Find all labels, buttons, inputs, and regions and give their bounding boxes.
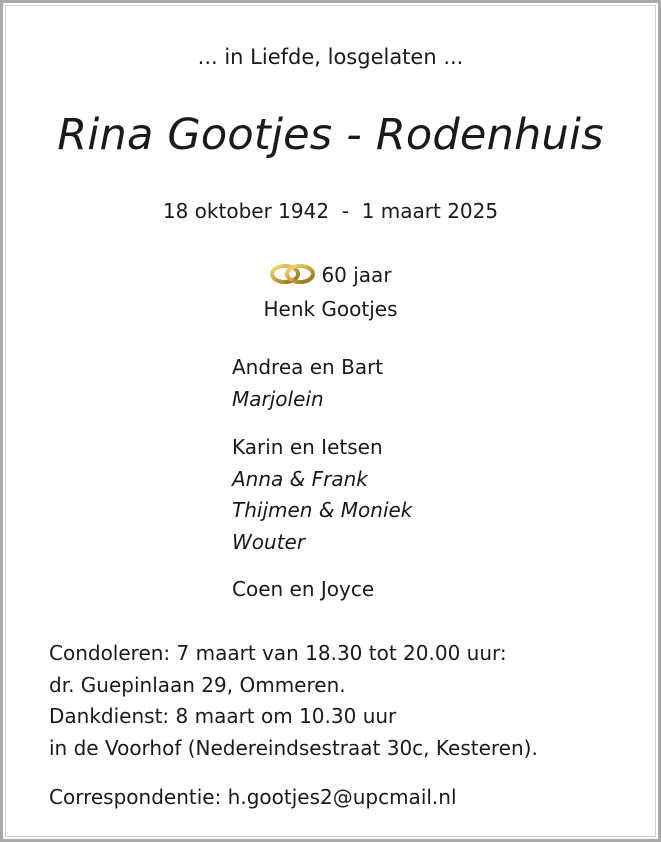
- condolence-address: dr. Guepinlaan 29, Ommeren.: [49, 672, 346, 697]
- family-group-3: [232, 574, 374, 606]
- motto: ... in Liefde, losgelaten ...: [197, 45, 464, 69]
- family-group-2: [232, 432, 412, 558]
- family-child: Thijmen & Moniek: [232, 498, 413, 522]
- partner-name: Henk Gootjes: [263, 297, 398, 321]
- service-location: in de Voorhof (Nedereindsestraat 30c, Kesteren).: [49, 735, 538, 760]
- deceased-name: Rina Gootjes - Rodenhuis: [57, 110, 604, 160]
- service-line: Dankdienst: 8 maart om 10.30 uur: [49, 704, 397, 728]
- life-dates: 18 oktober 1942 - 1 maart 2025: [162, 199, 499, 223]
- family-child: Marjolein: [232, 386, 324, 411]
- condolence-line: Condoleren: 7 maart van 18.30 tot 20.00 uur:: [49, 641, 507, 665]
- family-child: Wouter: [232, 529, 306, 554]
- correspondence: Correspondentie: h.gootjes2@upcmail.nl: [49, 785, 457, 809]
- family-child: Anna & Frank: [232, 466, 368, 491]
- family-couple: Karin en Ietsen: [232, 435, 383, 459]
- family-couple: Coen en Joyce: [232, 577, 375, 601]
- family-group-1: [232, 352, 383, 415]
- partner-years-line: [3, 260, 658, 294]
- service-details: [49, 638, 538, 764]
- family-couple: Andrea en Bart: [232, 355, 384, 379]
- partner-years: 60 jaar: [321, 263, 392, 287]
- wedding-rings-icon: [269, 263, 317, 294]
- partner-block: [3, 260, 658, 325]
